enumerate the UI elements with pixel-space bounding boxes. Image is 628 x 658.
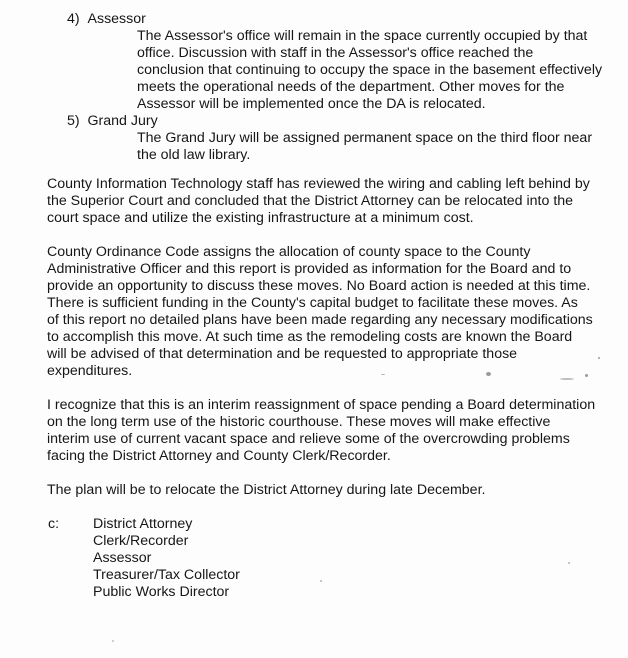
text-line: of this report no detailed plans have been made regarding any necessary modifications bbox=[47, 312, 593, 328]
scan-speck bbox=[568, 562, 570, 564]
text-line: The Assessor's office will remain in the space currently occupied by that bbox=[137, 28, 588, 44]
cc-recipient: Assessor bbox=[93, 550, 152, 566]
scan-speck bbox=[112, 640, 114, 642]
scan-speck bbox=[560, 378, 574, 380]
scan-speck bbox=[320, 580, 322, 582]
cc-recipient-list bbox=[93, 516, 240, 601]
text-line: office. Discussion with staff in the Assessor's office reached the bbox=[137, 45, 534, 61]
text-line: County Ordinance Code assigns the allocation of county space to the County bbox=[47, 244, 531, 260]
cc-recipient: Clerk/Recorder bbox=[93, 533, 189, 549]
text-line: facing the District Attorney and County Clerk/Recorder. bbox=[47, 448, 391, 464]
item-assessor-heading bbox=[67, 11, 146, 28]
paragraph-interim-reassignment bbox=[47, 397, 622, 465]
item-grand-jury-heading bbox=[67, 113, 158, 130]
text-line: interim use of current vacant space and relieve some of the overcrowding problems bbox=[47, 431, 570, 447]
text-line: I recognize that this is an interim reassignment of space pending a Board determination bbox=[47, 397, 596, 413]
text-line: Assessor will be implemented once the DA is relocated. bbox=[137, 96, 486, 112]
item-title: Assessor bbox=[87, 11, 146, 27]
scan-speck bbox=[486, 372, 491, 376]
text-line: to accomplish this move. At such time as the remodeling costs are known the Board bbox=[47, 329, 573, 345]
item-grand-jury-body bbox=[137, 130, 592, 164]
cc-recipient: District Attorney bbox=[93, 516, 193, 532]
text-line: will be advised of that determination and be requested to appropriate those bbox=[47, 346, 518, 362]
item-number: 4) bbox=[67, 11, 80, 27]
scan-speck bbox=[585, 374, 588, 377]
text-line: The Grand Jury will be assigned permanent space on the third floor near bbox=[137, 130, 593, 146]
paragraph-plan bbox=[47, 482, 622, 499]
text-line: There is sufficient funding in the County's capital budget to facilitate these moves. As bbox=[47, 295, 578, 311]
item-number: 5) bbox=[67, 113, 80, 129]
text-line: meets the operational needs of the department. Other moves for the bbox=[137, 79, 565, 95]
paragraph-ordinance-code bbox=[47, 244, 622, 380]
text-line: expenditures. bbox=[47, 363, 133, 379]
paragraph-it-staff bbox=[47, 176, 622, 227]
text-line: the old law library. bbox=[137, 147, 251, 163]
text-line: Administrative Officer and this report is provided as information for the Board and to bbox=[47, 261, 572, 277]
scan-speck bbox=[381, 374, 385, 375]
text-line: court space and utilize the existing infrastructure at a minimum cost. bbox=[47, 210, 474, 226]
cc-recipient: Public Works Director bbox=[93, 584, 230, 600]
scan-speck bbox=[598, 357, 600, 359]
text-line: on the long term use of the historic courthouse. These moves will make effective bbox=[47, 414, 551, 430]
item-assessor-body bbox=[137, 28, 602, 113]
text-line: conclusion that continuing to occupy the space in the basement effectively bbox=[137, 62, 603, 78]
text-line: provide an opportunity to discuss these moves. No Board action is needed at this time. bbox=[47, 278, 591, 294]
cc-label: c: bbox=[48, 516, 60, 532]
item-title: Grand Jury bbox=[87, 113, 158, 129]
text-line: County Information Technology staff has reviewed the wiring and cabling left behind by bbox=[47, 176, 590, 192]
cc-recipient: Treasurer/Tax Collector bbox=[93, 567, 240, 583]
text-line: The plan will be to relocate the District Attorney during late December. bbox=[47, 482, 486, 498]
text-line: the Superior Court and concluded that the District Attorney can be relocated into the bbox=[47, 193, 574, 209]
